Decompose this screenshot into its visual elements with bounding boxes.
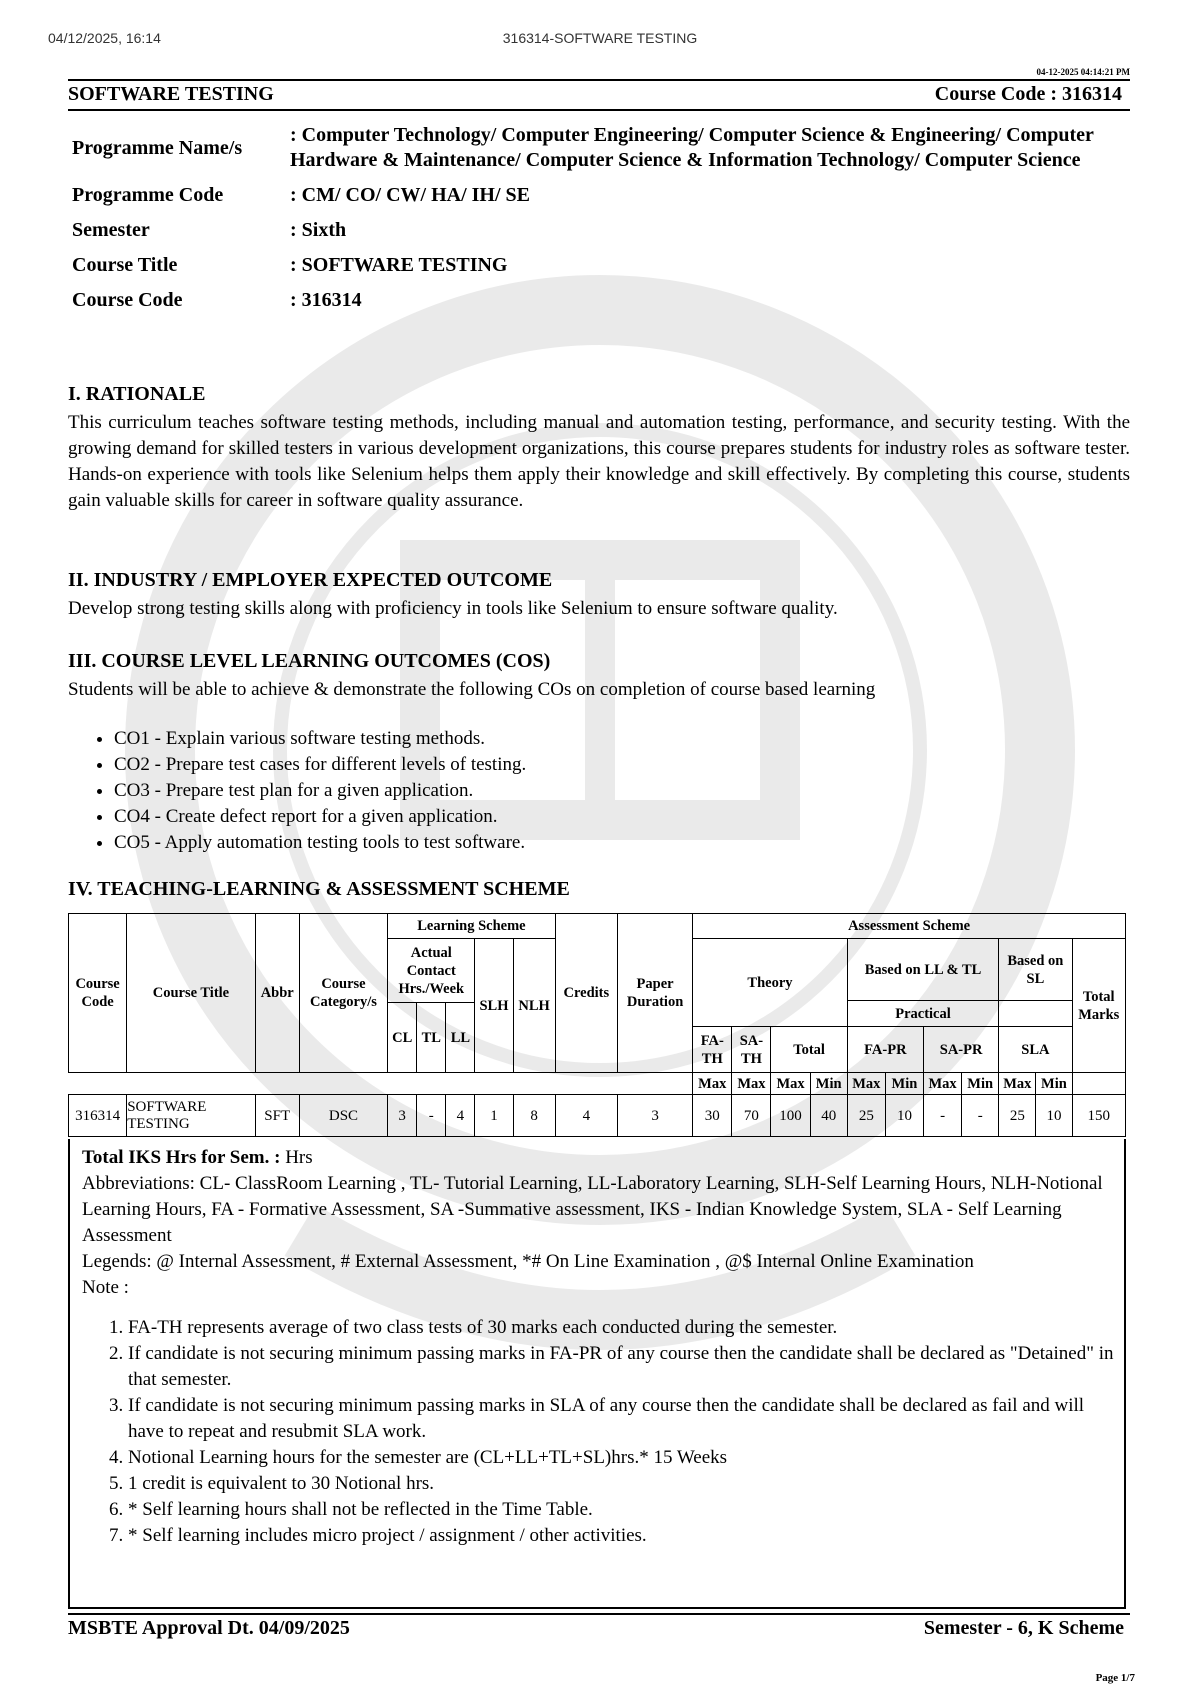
col-course-title: Course Title (127, 914, 255, 1073)
list-item: • CO4 - Create defect report for a given application. (114, 804, 526, 830)
max-label: Max (771, 1073, 810, 1095)
max-label: Max (847, 1073, 885, 1095)
info-value: : SOFTWARE TESTING (290, 254, 508, 276)
col-assessment-scheme: Assessment Scheme (693, 914, 1126, 939)
industry-outcome-text: Develop strong testing skills along with proficiency in tools like Selenium to ensure software quality. (68, 598, 838, 619)
min-label: Min (885, 1073, 923, 1095)
course-outcomes-intro: Students will be able to achieve & demonstrate the following COs on completion of course based learning (68, 679, 876, 700)
cell-sla-max: 25 (999, 1095, 1036, 1137)
col-sa-pr: SA-PR (924, 1027, 999, 1073)
info-row-course-code (72, 288, 1132, 313)
max-label: Max (999, 1073, 1036, 1095)
course-name-heading: SOFTWARE TESTING (68, 83, 274, 105)
list-item: 1. FA-TH represents average of two class tests of 30 marks each conducted during the semester. (128, 1315, 1114, 1341)
info-value: : CM/ CO/ CW/ HA/ IH/ SE (290, 184, 531, 206)
col-abbr: Abbr (255, 914, 299, 1073)
info-value: : Computer Technology/ Computer Engineering/ Computer Science & Engineering/ Computer Hardware & Maintenance/ Computer Science & Information Technology/ Computer Science (290, 124, 1094, 171)
legends-text: Legends: @ Internal Assessment, # External Assessment, *# On Line Examination , @$ Internal Online Examination (82, 1251, 974, 1272)
col-based-on-sl: Based on SL (999, 939, 1072, 1001)
col-ll: LL (446, 1003, 475, 1073)
list-item: 7. * Self learning includes micro project / assignment / other activities. (128, 1523, 1114, 1549)
cell-nlh: 8 (513, 1095, 555, 1137)
cell-sla-min: 10 (1036, 1095, 1072, 1137)
col-paper-duration: Paper Duration (617, 914, 692, 1073)
col-contact-hours: Actual Contact Hrs./Week (388, 939, 475, 1003)
iks-hours (82, 1145, 1114, 1171)
cell-paper: 3 (617, 1095, 692, 1137)
course-outcomes-list (88, 726, 526, 856)
cell-title: SOFTWARE TESTING (127, 1095, 255, 1137)
course-info (72, 123, 1132, 323)
abbreviations-text: Abbreviations: CL- ClassRoom Learning , TL- Tutorial Learning, LL-Laboratory Learning, SLH-Self Learning Hours, NLH-Notional Learning Hours, FA - Formative Assessment, SA -Summative assessment, IKS - Indian Knowledge System, SLA - Self Learning Assessment (82, 1173, 1103, 1246)
cell-sa-pr-max: - (924, 1095, 962, 1137)
list-item: • CO1 - Explain various software testing methods. (114, 726, 526, 752)
info-value: : Sixth (290, 219, 347, 241)
info-row-programme-names (72, 123, 1132, 173)
spacer-cell (69, 1073, 693, 1095)
col-learning-scheme: Learning Scheme (388, 914, 556, 939)
note-label: Note : (82, 1277, 129, 1298)
cell-fa-th-max: 30 (693, 1095, 732, 1137)
col-theory: Theory (693, 939, 848, 1027)
semester-scheme: Semester - 6, K Scheme (923, 1617, 1124, 1639)
iks-label: Total IKS Hrs for Sem. : (82, 1147, 281, 1168)
col-cl: CL (388, 1003, 417, 1073)
cell-fa-pr-min: 10 (885, 1095, 923, 1137)
col-sla-spacer (999, 1001, 1072, 1027)
col-slh: SLH (475, 939, 513, 1073)
document-title-bar (68, 79, 1130, 111)
page-number: Page 1/7 (1095, 1672, 1135, 1684)
cell-ll: 4 (446, 1095, 475, 1137)
course-code-heading: Course Code : 316314 (934, 83, 1122, 105)
col-fa-pr: FA-PR (847, 1027, 923, 1073)
list-item: 3. If candidate is not securing minimum passing marks in SLA of any course then the candidate shall be declared as fail and will have to repeat and resubmit SLA work. (128, 1393, 1114, 1445)
info-label: Programme Code (72, 184, 224, 206)
cell-tl: - (417, 1095, 446, 1137)
info-label: Course Title (72, 254, 178, 276)
info-value: : 316314 (290, 289, 362, 311)
table-row (69, 1095, 1126, 1137)
print-title: 316314-SOFTWARE TESTING (502, 30, 698, 46)
info-row-programme-code (72, 183, 1132, 208)
info-label: Course Code (72, 289, 183, 311)
spacer-cell (1072, 1073, 1126, 1095)
col-practical: Practical (847, 1001, 999, 1027)
generated-timestamp: 04-12-2025 04:14:21 PM (1036, 67, 1130, 77)
info-row-course-title (72, 253, 1132, 278)
rationale-text: This curriculum teaches software testing methods, including manual and automation testing, performance, and security testing. With the growing demand for skilled testers in various development organizations, this course prepares students for industry roles as software tester. Hands-on experience with tools like Selenium helps them apply their knowledge and skill effectively. By completing this course, students gain valuable skills for career in software quality assurance. (68, 412, 1130, 511)
scheme-heading: IV. TEACHING-LEARNING & ASSESSMENT SCHEME (68, 878, 570, 900)
list-item: • CO3 - Prepare test plan for a given application. (114, 778, 526, 804)
min-label: Min (1036, 1073, 1072, 1095)
iks-value: Hrs (285, 1147, 313, 1168)
teaching-assessment-scheme-table (68, 913, 1126, 1137)
info-row-semester (72, 218, 1132, 243)
max-label: Max (732, 1073, 771, 1095)
col-based-on-ll-tl: Based on LL & TL (847, 939, 999, 1001)
browser-print-header (48, 30, 1152, 50)
cell-code: 316314 (69, 1095, 127, 1137)
footer-divider (68, 1613, 1130, 1615)
cell-cl: 3 (388, 1095, 417, 1137)
scheme-notes (68, 1139, 1126, 1609)
max-label: Max (693, 1073, 732, 1095)
max-label: Max (924, 1073, 962, 1095)
col-fa-th: FA-TH (693, 1027, 732, 1073)
col-theory-total: Total (771, 1027, 847, 1073)
col-total-marks: Total Marks (1072, 939, 1126, 1073)
list-item: 2. If candidate is not securing minimum passing marks in FA-PR of any course then the candidate shall be declared as "Detained" in that semester. (128, 1341, 1114, 1393)
cell-fa-pr-max: 25 (847, 1095, 885, 1137)
cell-abbr: SFT (255, 1095, 299, 1137)
col-nlh: NLH (513, 939, 555, 1073)
print-datetime: 04/12/2025, 16:14 (48, 30, 161, 46)
cell-sa-pr-min: - (962, 1095, 999, 1137)
min-label: Min (962, 1073, 999, 1095)
col-credits: Credits (555, 914, 617, 1073)
cell-total-max: 100 (771, 1095, 810, 1137)
cell-credits: 4 (555, 1095, 617, 1137)
col-sla: SLA (999, 1027, 1072, 1073)
col-course-code: Course Code (69, 914, 127, 1073)
list-item: 4. Notional Learning hours for the semester are (CL+LL+TL+SL)hrs.* 15 Weeks (128, 1445, 1114, 1471)
col-category: Course Category/s (299, 914, 387, 1073)
cell-slh: 1 (475, 1095, 513, 1137)
cell-total-min: 40 (810, 1095, 847, 1137)
info-label: Semester (72, 219, 150, 241)
col-tl: TL (417, 1003, 446, 1073)
list-item: • CO5 - Apply automation testing tools to test software. (114, 830, 526, 856)
list-item: 5. 1 credit is equivalent to 30 Notional hrs. (128, 1471, 1114, 1497)
course-outcomes-heading: III. COURSE LEVEL LEARNING OUTCOMES (COS) (68, 650, 551, 672)
cell-sa-th-max: 70 (732, 1095, 771, 1137)
cell-category: DSC (299, 1095, 387, 1137)
approval-date: MSBTE Approval Dt. 04/09/2025 (68, 1617, 350, 1639)
industry-outcome-heading: II. INDUSTRY / EMPLOYER EXPECTED OUTCOME (68, 569, 553, 591)
info-label: Programme Name/s (72, 137, 243, 159)
list-item: • CO2 - Prepare test cases for different levels of testing. (114, 752, 526, 778)
min-label: Min (810, 1073, 847, 1095)
rationale-heading: I. RATIONALE (68, 383, 206, 405)
cell-total-marks: 150 (1072, 1095, 1126, 1137)
col-sa-th: SA-TH (732, 1027, 771, 1073)
list-item: 6. * Self learning hours shall not be reflected in the Time Table. (128, 1497, 1114, 1523)
notes-list (82, 1315, 1114, 1549)
